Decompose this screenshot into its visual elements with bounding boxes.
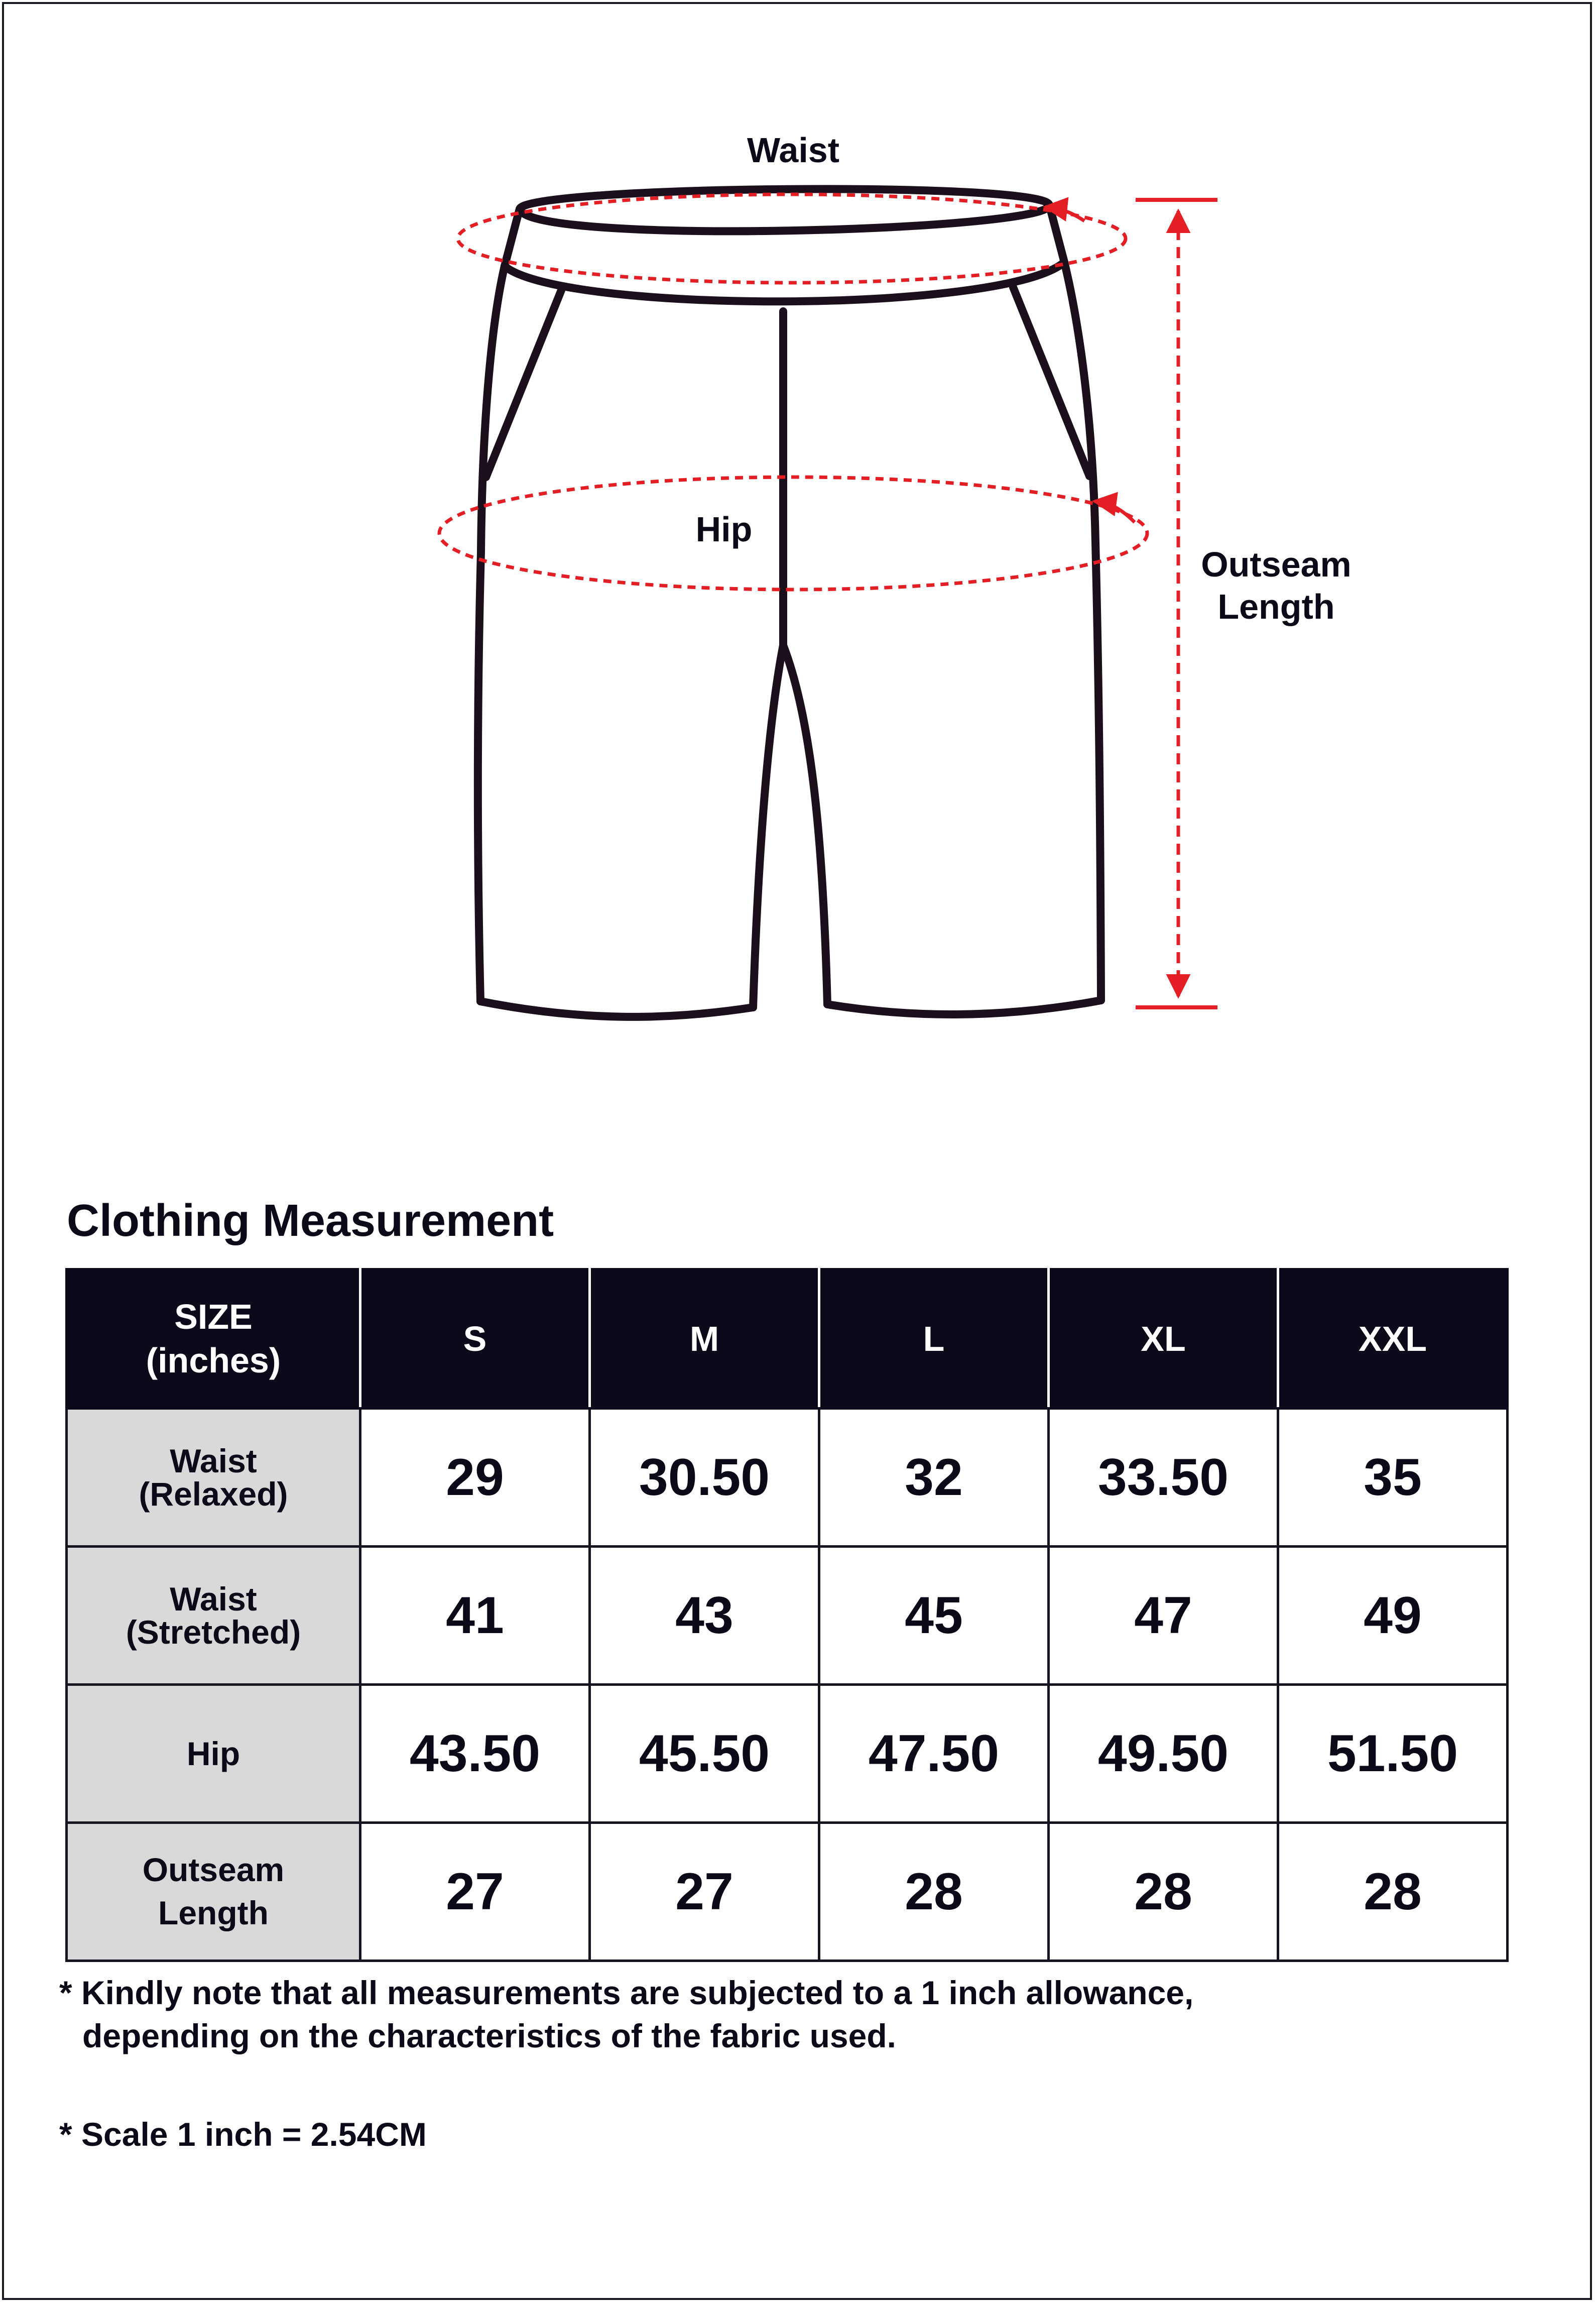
table-cell: 45 [819, 1547, 1049, 1685]
size-header-s: S [360, 1270, 590, 1409]
footnotes [59, 1971, 1193, 2156]
table-cell: 47.50 [819, 1685, 1049, 1823]
table-title: Clothing Measurement [67, 1196, 554, 1246]
table-cell: 43.50 [360, 1685, 590, 1823]
table-cell: 43 [590, 1547, 819, 1685]
outseam-label-line2: Length [1217, 587, 1335, 626]
size-header-xxl: XXL [1278, 1270, 1508, 1409]
table-cell: 32 [819, 1409, 1049, 1547]
table-row-hip [67, 1685, 1508, 1823]
row-label-line1: Outseam [142, 1851, 285, 1889]
allowance-note-line2: depending on the characteristics of the fabric used. [82, 2017, 896, 2054]
left-hem [480, 1001, 753, 1017]
right-hem [827, 1000, 1101, 1014]
row-label [67, 1823, 360, 1961]
table-cell: 49 [1278, 1547, 1508, 1685]
size-header-line2: (inches) [146, 1341, 281, 1380]
table-row-outseam-length [67, 1823, 1508, 1961]
size-column-header [67, 1270, 360, 1409]
outseam-label-line1: Outseam [1201, 545, 1352, 584]
table-cell: 41 [360, 1547, 590, 1685]
table-cell: 28 [1049, 1823, 1278, 1961]
size-header-line1: SIZE [174, 1297, 253, 1336]
size-header-xl: XL [1049, 1270, 1278, 1409]
table-cell: 35 [1278, 1409, 1508, 1547]
hip-measure-ellipse [439, 477, 1147, 590]
row-label-line1: Hip [186, 1735, 240, 1772]
right-inseam [783, 645, 827, 1004]
table-cell: 33.50 [1049, 1409, 1278, 1547]
allowance-note-line1: * Kindly note that all measurements are subjected to a 1 inch allowance, [59, 1974, 1194, 2011]
row-label [67, 1409, 360, 1547]
size-chart-table [65, 1268, 1509, 1962]
table-cell: 30.50 [590, 1409, 819, 1547]
hip-label: Hip [695, 510, 753, 549]
waistband-left-side [505, 209, 520, 266]
scale-note: * Scale 1 inch = 2.54CM [59, 2116, 427, 2153]
table-cell: 45.50 [590, 1685, 819, 1823]
left-side-seam [478, 266, 505, 1001]
row-label-line1: Waist [170, 1442, 257, 1479]
waistband-bottom [505, 262, 1064, 301]
row-label-line1: Waist [170, 1580, 257, 1618]
shorts-outline [478, 189, 1101, 1016]
row-label [67, 1685, 360, 1823]
size-header-m: M [590, 1270, 819, 1409]
table-cell: 29 [360, 1409, 590, 1547]
right-side-seam [1064, 262, 1101, 1000]
row-label-line2: Length [158, 1894, 269, 1931]
table-cell: 28 [819, 1823, 1049, 1961]
shorts-measurement-diagram [0, 0, 1596, 1080]
table-row-waist-relaxed [67, 1409, 1508, 1547]
row-label [67, 1547, 360, 1685]
row-label-line2: (Stretched) [126, 1614, 301, 1651]
table-row-waist-stretched [67, 1547, 1508, 1685]
waist-measure-ellipse [458, 194, 1126, 283]
waist-label: Waist [747, 131, 840, 170]
table-cell: 28 [1278, 1823, 1508, 1961]
table-header-row [67, 1270, 1508, 1409]
table-cell: 27 [590, 1823, 819, 1961]
row-label-line2: (Relaxed) [139, 1475, 288, 1513]
table-cell: 49.50 [1049, 1685, 1278, 1823]
table-cell: 47 [1049, 1547, 1278, 1685]
left-inseam [753, 645, 783, 1007]
size-header-l: L [819, 1270, 1049, 1409]
table-cell: 27 [360, 1823, 590, 1961]
table-cell: 51.50 [1278, 1685, 1508, 1823]
